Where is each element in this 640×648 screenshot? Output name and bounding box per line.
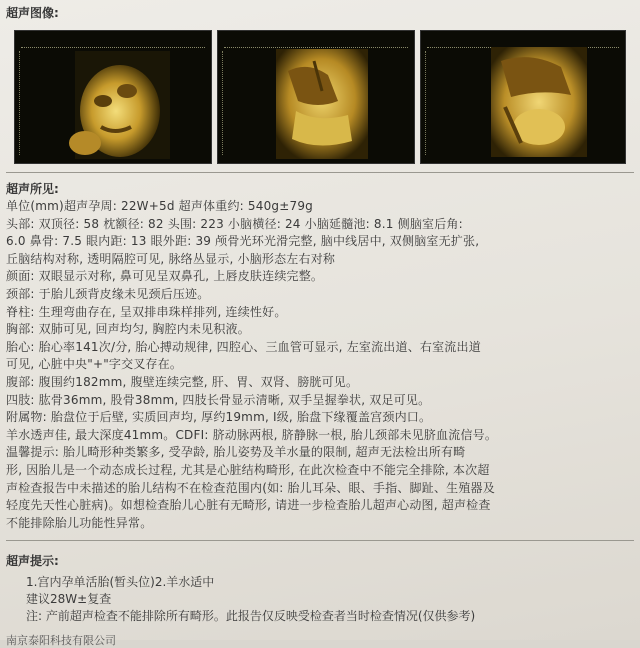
findings-line: 胸部: 双肺可见, 回声均匀, 胸腔内未见积液。 — [6, 322, 250, 337]
findings-line: 头部: 双顶径: 58 枕额径: 82 头围: 223 小脑横径: 24 小脑延髓池: 8.1 侧脑室后角: — [6, 216, 463, 231]
tips-text — [6, 574, 632, 625]
ultrasound-image-body — [420, 30, 626, 164]
findings-line: 腹部: 腹围约182mm, 腹壁连续完整, 肝、胃、双肾、膀胱可见。 — [6, 374, 359, 389]
findings-line: 丘脑结构对称, 透明隔腔可见, 脉络丛显示, 小脑形态左右对称 — [6, 251, 336, 266]
findings-line: 附属物: 胎盘位于后壁, 实质回声均, 厚约19mm, I级, 胎盘下缘覆盖宫颈内口。 — [6, 410, 432, 425]
tips-line: 1.宫内孕单活胎(暂头位)2.羊水适中 — [26, 575, 215, 589]
images-section-title: 超声图像: — [6, 6, 59, 20]
findings-line: 6.0 鼻骨: 7.5 眼内距: 13 眼外距: 39 颅骨光环光滑完整, 脑中线居中, 双侧脑室无扩张, — [6, 234, 480, 249]
findings-line: 温馨提示: 胎儿畸形种类繁多, 受孕龄, 胎儿姿势及羊水量的限制, 超声无法检出所有畸 — [6, 445, 466, 460]
findings-line: 轻度先天性心脏病)。如想检查胎儿心脏有无畸形, 请进一步检查胎儿超声心动图, 超声检查 — [6, 498, 491, 513]
divider — [6, 540, 634, 541]
findings-line: 四肢: 肱骨36mm, 股骨38mm, 四肢长骨显示清晰, 双手呈握拳状, 双足可见。 — [6, 392, 431, 407]
ultrasound-image-face — [14, 30, 212, 164]
tips-line: 建议28W±复查 — [26, 592, 112, 606]
tips-line: 注: 产前超声检查不能排除所有畸形。此报告仅反映受检查者当时检查情况(仅供参考) — [26, 609, 476, 623]
findings-line: 脊柱: 生理弯曲存在, 呈双排串珠样排列, 连续性好。 — [6, 304, 287, 319]
ultrasound-image-limbs — [217, 30, 415, 164]
findings-line: 单位(mm)超声孕周: 22W+5d 超声体重约: 540g±79g — [6, 199, 313, 213]
findings-text — [6, 198, 632, 532]
ultrasound-image-strip — [14, 30, 626, 165]
findings-line: 可见, 心脏中央"+"字交叉存在。 — [6, 357, 183, 372]
findings-line: 颜面: 双眼显示对称, 鼻可见呈双鼻孔, 上唇皮肤连续完整。 — [6, 269, 324, 284]
footer-company: 南京泰阳科技有限公司 — [6, 634, 116, 647]
findings-line: 不能排除胎儿功能性异常。 — [6, 515, 153, 530]
tips-section-title: 超声提示: — [6, 554, 59, 568]
findings-line: 羊水透声佳, 最大深度41mm。CDFI: 脐动脉两根, 脐静脉一根, 胎儿颈部未见脐血流信号。 — [6, 427, 498, 442]
findings-line: 胎心: 胎心率141次/分, 胎心搏动规律, 四腔心、三血管可显示, 左室流出道、右室流出道 — [6, 339, 481, 354]
divider — [6, 172, 634, 173]
findings-section-title: 超声所见: — [6, 182, 59, 196]
findings-line: 颈部: 于胎儿颈背皮缘未见颈后压迹。 — [6, 286, 210, 301]
findings-line: 声检查报告中未描述的胎儿结构不在检查范围内(如: 胎儿耳朵、眼、手指、脚趾、生殖器及 — [6, 480, 495, 495]
findings-line: 形, 因胎儿是一个动态成长过程, 尤其是心脏结构畸形, 在此次检查中不能完全排除, 本次超 — [6, 462, 490, 477]
